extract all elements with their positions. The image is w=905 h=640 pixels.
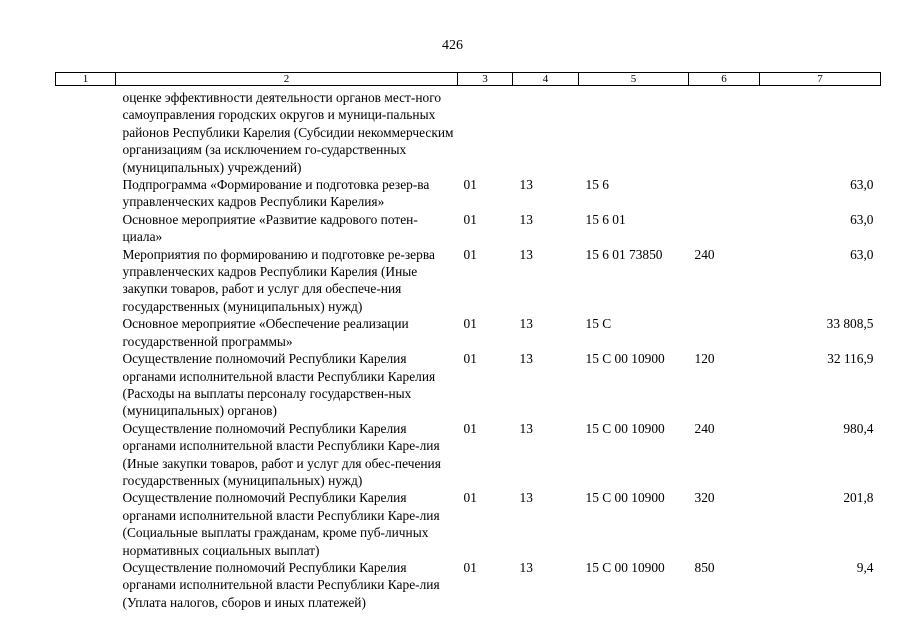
table-row (56, 86, 881, 177)
table-header-row (56, 73, 881, 86)
target-article-cell (579, 86, 689, 177)
item-name-cell: оценке эффективности деятельности органов мест-ного самоуправления городских округов и муници-пальных районов Республики Карелия (Субсидии некоммерческим организациям (за исключением го-сударственных (муниципальных) учреждений) (122, 90, 454, 175)
row-number-cell (56, 420, 116, 490)
row-number-cell (56, 315, 116, 350)
amount-cell: 32 116,9 (827, 351, 874, 367)
subsection-code-cell: 13 (519, 177, 533, 193)
expense-type-cell: 850 (694, 559, 715, 575)
row-number-cell (56, 176, 116, 211)
target-article-cell: 15 С (585, 316, 612, 332)
section-code-cell: 01 (463, 316, 477, 332)
expense-type-cell: 120 (694, 351, 715, 367)
item-name-cell: Осуществление полномочий Республики Карелия органами исполнительной власти Республики Каре-лия (Социальные выплаты гражданам, кроме пуб-личных нормативных социальных выплат) (122, 490, 440, 558)
expense-type-cell: 320 (694, 490, 715, 506)
section-code-cell: 01 (463, 246, 477, 262)
row-number-cell (56, 350, 116, 420)
item-name-cell: Основное мероприятие «Развитие кадрового потен-циала» (122, 211, 418, 245)
amount-cell: 980,4 (843, 420, 874, 436)
target-article-cell: 15 С 00 10900 (585, 420, 665, 436)
expense-type-cell (689, 86, 760, 177)
expense-type-cell (689, 176, 760, 211)
section-code-cell: 01 (463, 211, 477, 227)
expense-type-cell: 240 (694, 246, 715, 262)
row-number-cell (56, 211, 116, 246)
budget-table (55, 72, 881, 611)
item-name-cell: Осуществление полномочий Республики Карелия органами исполнительной власти Республики Каре-лия (Уплата налогов, сборов и иных платежей) (122, 559, 440, 610)
item-name-cell: Основное мероприятие «Обеспечение реализации государственной программы» (122, 316, 409, 349)
table-row (56, 489, 881, 559)
item-name-cell: Осуществление полномочий Республики Карелия органами исполнительной власти Республики Каре-лия (Иные закупки товаров, работ и услуг для обес-печения государственных (муниципальных) нужд) (122, 420, 441, 488)
header-cell: 5 (579, 73, 689, 86)
subsection-code-cell: 13 (519, 420, 533, 436)
item-name-cell: Мероприятия по формированию и подготовке ре-зерва управленческих кадров Республики Карелия (Иные закупки товаров, работ и услуг для обеспече-ния государственных (муниципальных) нужд) (122, 246, 435, 314)
target-article-cell: 15 6 (585, 177, 609, 193)
item-name-cell: Подпрограмма «Формирование и подготовка резер-ва управленческих кадров Республики Карелия» (122, 177, 430, 210)
table-row (56, 246, 881, 316)
amount-cell (760, 86, 881, 177)
row-number-cell (56, 86, 116, 177)
row-number-cell (56, 246, 116, 316)
header-cell: 3 (458, 73, 513, 86)
table-row (56, 211, 881, 246)
header-cell: 6 (689, 73, 760, 86)
section-code-cell: 01 (463, 559, 477, 575)
expense-type-cell (689, 315, 760, 350)
row-number-cell (56, 489, 116, 559)
section-code-cell: 01 (463, 490, 477, 506)
header-cell: 4 (513, 73, 579, 86)
target-article-cell: 15 С 00 10900 (585, 490, 665, 506)
subsection-code-cell: 13 (519, 490, 533, 506)
amount-cell: 201,8 (843, 490, 874, 506)
amount-cell: 33 808,5 (826, 316, 874, 332)
subsection-code-cell: 13 (519, 211, 533, 227)
amount-cell: 63,0 (850, 177, 874, 193)
subsection-code-cell: 13 (519, 246, 533, 262)
table-row (56, 559, 881, 611)
expense-type-cell: 240 (694, 420, 715, 436)
row-number-cell (56, 559, 116, 611)
subsection-code-cell: 13 (519, 316, 533, 332)
target-article-cell: 15 6 01 (585, 211, 626, 227)
item-name-cell: Осуществление полномочий Республики Карелия органами исполнительной власти Республики Карелия (Расходы на выплаты персоналу государствен-ных (муниципальных) органов) (122, 351, 436, 419)
header-cell: 2 (116, 73, 458, 86)
amount-cell: 9,4 (856, 559, 874, 575)
table-row (56, 350, 881, 420)
section-code-cell: 01 (463, 420, 477, 436)
expense-type-cell (689, 211, 760, 246)
subsection-code-cell: 13 (519, 559, 533, 575)
subsection-code-cell (513, 86, 579, 177)
section-code-cell: 01 (463, 177, 477, 193)
section-code-cell (458, 86, 513, 177)
target-article-cell: 15 С 00 10900 (585, 351, 665, 367)
amount-cell: 63,0 (850, 246, 874, 262)
amount-cell: 63,0 (850, 211, 874, 227)
header-cell: 7 (760, 73, 881, 86)
table-row (56, 315, 881, 350)
table-row (56, 176, 881, 211)
target-article-cell: 15 6 01 73850 (585, 246, 663, 262)
page-number: 426 (442, 38, 463, 53)
section-code-cell: 01 (463, 351, 477, 367)
target-article-cell: 15 С 00 10900 (585, 559, 665, 575)
header-cell: 1 (56, 73, 116, 86)
subsection-code-cell: 13 (519, 351, 533, 367)
table-row (56, 420, 881, 490)
